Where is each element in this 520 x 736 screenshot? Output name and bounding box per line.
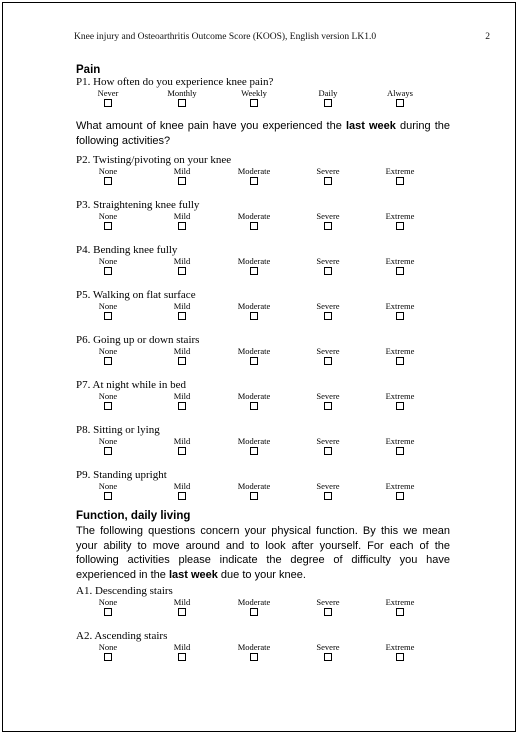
p8-option — [370, 436, 430, 457]
answer-checkbox[interactable] — [396, 177, 404, 185]
a2-option — [224, 642, 284, 663]
pain-instructions-text: What amount of knee pain have you experienced the — [76, 120, 346, 132]
p3-option — [78, 211, 138, 232]
p5-option — [78, 301, 138, 322]
p6-question: P6. Going up or down stairs — [76, 334, 200, 346]
answer-checkbox[interactable] — [178, 312, 186, 320]
p9-question: P9. Standing upright — [76, 469, 167, 481]
a2-option — [370, 642, 430, 663]
answer-checkbox[interactable] — [396, 492, 404, 500]
p7-option — [78, 391, 138, 412]
p6-option — [298, 346, 358, 367]
option-label: Extreme — [385, 642, 415, 652]
answer-checkbox[interactable] — [250, 492, 258, 500]
p4-option — [152, 256, 212, 277]
function-instructions-text: The following questions concern your physical function. By this we mean your ability to move around and to look after yourself. For each of the following activities please indicate the degree of difficulty you have experienced in the — [76, 525, 450, 581]
p4-option — [370, 256, 430, 277]
p4-option — [298, 256, 358, 277]
form-page — [2, 2, 516, 732]
answer-checkbox[interactable] — [324, 312, 332, 320]
option-label: Extreme — [385, 597, 415, 607]
p3-option — [152, 211, 212, 232]
p4-option — [224, 256, 284, 277]
option-label: Extreme — [385, 211, 415, 221]
p7-option — [152, 391, 212, 412]
answer-checkbox[interactable] — [250, 312, 258, 320]
section-heading-function: Function, daily living — [76, 510, 191, 522]
answer-checkbox[interactable] — [104, 222, 112, 230]
option-label: Mild — [173, 481, 191, 491]
p3-question: P3. Straightening knee fully — [76, 199, 200, 211]
option-label: Mild — [173, 642, 191, 652]
p1-option — [152, 88, 212, 109]
p4-question: P4. Bending knee fully — [76, 244, 178, 256]
option-label: Severe — [316, 211, 340, 221]
pain-instructions-emphasis: last week — [345, 120, 396, 132]
answer-checkbox[interactable] — [396, 357, 404, 365]
answer-checkbox[interactable] — [178, 222, 186, 230]
p8-question: P8. Sitting or lying — [76, 424, 160, 436]
answer-checkbox[interactable] — [324, 99, 332, 107]
p7-option — [224, 391, 284, 412]
p6-option — [152, 346, 212, 367]
answer-checkbox[interactable] — [396, 222, 404, 230]
p9-option — [298, 481, 358, 502]
option-label: Extreme — [385, 391, 415, 401]
p9-option — [152, 481, 212, 502]
option-label: Moderate — [237, 166, 271, 176]
answer-checkbox[interactable] — [250, 402, 258, 410]
p1-question: P1. How often do you experience knee pain? — [76, 76, 274, 88]
answer-checkbox[interactable] — [104, 99, 112, 107]
p5-option — [224, 301, 284, 322]
answer-checkbox[interactable] — [104, 653, 112, 661]
p2-option — [78, 166, 138, 187]
answer-checkbox[interactable] — [396, 653, 404, 661]
answer-checkbox[interactable] — [250, 653, 258, 661]
answer-checkbox[interactable] — [178, 99, 186, 107]
option-label: None — [98, 301, 118, 311]
p9-option — [224, 481, 284, 502]
answer-checkbox[interactable] — [104, 177, 112, 185]
p6-option — [224, 346, 284, 367]
option-label: Daily — [318, 88, 338, 98]
p4-option — [78, 256, 138, 277]
option-label: Severe — [316, 391, 340, 401]
option-label: Severe — [316, 166, 340, 176]
answer-checkbox[interactable] — [324, 447, 332, 455]
p9-option — [370, 481, 430, 502]
option-label: None — [98, 642, 118, 652]
answer-checkbox[interactable] — [250, 99, 258, 107]
p5-option — [298, 301, 358, 322]
option-label: Never — [97, 88, 119, 98]
header-title: Knee injury and Osteoarthritis Outcome Score (KOOS), English version LK1.0 — [74, 32, 377, 42]
p2-option — [224, 166, 284, 187]
option-label: Moderate — [237, 391, 271, 401]
p2-option — [298, 166, 358, 187]
option-label: Moderate — [237, 436, 271, 446]
answer-checkbox[interactable] — [324, 492, 332, 500]
answer-checkbox[interactable] — [178, 357, 186, 365]
answer-checkbox[interactable] — [250, 222, 258, 230]
p7-question: P7. At night while in bed — [76, 379, 186, 391]
option-label: Severe — [316, 481, 340, 491]
p3-option — [370, 211, 430, 232]
a2-option — [78, 642, 138, 663]
option-label: Mild — [173, 391, 191, 401]
p8-option — [224, 436, 284, 457]
option-label: Severe — [316, 346, 340, 356]
p7-option — [298, 391, 358, 412]
option-label: Extreme — [385, 166, 415, 176]
answer-checkbox[interactable] — [178, 492, 186, 500]
option-label: None — [98, 166, 118, 176]
p1-option — [370, 88, 430, 109]
a1-question: A1. Descending stairs — [76, 585, 173, 597]
p1-option — [224, 88, 284, 109]
answer-checkbox[interactable] — [324, 267, 332, 275]
p1-option — [78, 88, 138, 109]
a2-option — [298, 642, 358, 663]
option-label: Mild — [173, 597, 191, 607]
page-number: 2 — [485, 32, 490, 42]
answer-checkbox[interactable] — [104, 608, 112, 616]
option-label: Severe — [316, 436, 340, 446]
option-label: Mild — [173, 301, 191, 311]
a1-option — [152, 597, 212, 618]
answer-checkbox[interactable] — [178, 402, 186, 410]
answer-checkbox[interactable] — [104, 312, 112, 320]
option-label: Always — [387, 88, 413, 98]
p2-option — [152, 166, 212, 187]
answer-checkbox[interactable] — [324, 177, 332, 185]
option-label: None — [98, 597, 118, 607]
answer-checkbox[interactable] — [104, 447, 112, 455]
page-header — [74, 32, 490, 42]
option-label: Moderate — [237, 642, 271, 652]
option-label: Severe — [316, 642, 340, 652]
p2-question: P2. Twisting/pivoting on your knee — [76, 154, 232, 166]
answer-checkbox[interactable] — [324, 402, 332, 410]
option-label: None — [98, 211, 118, 221]
answer-checkbox[interactable] — [250, 177, 258, 185]
p5-question: P5. Walking on flat surface — [76, 289, 196, 301]
option-label: Extreme — [385, 256, 415, 266]
option-label: Mild — [173, 166, 191, 176]
answer-checkbox[interactable] — [250, 447, 258, 455]
option-label: None — [98, 346, 118, 356]
a2-question: A2. Ascending stairs — [76, 630, 168, 642]
p3-option — [298, 211, 358, 232]
section-heading-pain: Pain — [76, 64, 101, 76]
answer-checkbox[interactable] — [250, 608, 258, 616]
option-label: Mild — [173, 256, 191, 266]
option-label: Mild — [173, 436, 191, 446]
p8-option — [152, 436, 212, 457]
function-instructions-text-end: due to your knee. — [217, 568, 306, 581]
option-label: Extreme — [385, 346, 415, 356]
answer-checkbox[interactable] — [324, 608, 332, 616]
option-label: Moderate — [237, 597, 271, 607]
pain-instructions — [76, 119, 450, 148]
answer-checkbox[interactable] — [396, 402, 404, 410]
option-label: Severe — [316, 597, 340, 607]
p1-option — [298, 88, 358, 109]
answer-checkbox[interactable] — [396, 267, 404, 275]
p6-option — [78, 346, 138, 367]
option-label: Extreme — [385, 481, 415, 491]
option-label: Extreme — [385, 436, 415, 446]
a1-option — [78, 597, 138, 618]
answer-checkbox[interactable] — [324, 653, 332, 661]
p6-option — [370, 346, 430, 367]
answer-checkbox[interactable] — [104, 492, 112, 500]
answer-checkbox[interactable] — [250, 267, 258, 275]
p7-option — [370, 391, 430, 412]
a1-option — [370, 597, 430, 618]
answer-checkbox[interactable] — [104, 357, 112, 365]
option-label: None — [98, 481, 118, 491]
answer-checkbox[interactable] — [324, 222, 332, 230]
p2-option — [370, 166, 430, 187]
pain-instructions-text-end: during the following activities? — [76, 120, 450, 147]
option-label: None — [98, 436, 118, 446]
p8-option — [298, 436, 358, 457]
a2-option — [152, 642, 212, 663]
function-instructions-emphasis: last week — [168, 568, 218, 581]
answer-checkbox[interactable] — [104, 267, 112, 275]
p5-option — [152, 301, 212, 322]
p9-option — [78, 481, 138, 502]
option-label: Monthly — [167, 88, 197, 98]
a1-option — [224, 597, 284, 618]
answer-checkbox[interactable] — [178, 447, 186, 455]
option-label: Moderate — [237, 211, 271, 221]
p8-option — [78, 436, 138, 457]
option-label: Moderate — [237, 256, 271, 266]
option-label: None — [98, 391, 118, 401]
answer-checkbox[interactable] — [104, 402, 112, 410]
answer-checkbox[interactable] — [178, 608, 186, 616]
answer-checkbox[interactable] — [396, 608, 404, 616]
option-label: None — [98, 256, 118, 266]
answer-checkbox[interactable] — [396, 447, 404, 455]
answer-checkbox[interactable] — [396, 99, 404, 107]
answer-checkbox[interactable] — [396, 312, 404, 320]
answer-checkbox[interactable] — [324, 357, 332, 365]
option-label: Extreme — [385, 301, 415, 311]
option-label: Weekly — [241, 88, 267, 98]
answer-checkbox[interactable] — [178, 267, 186, 275]
p3-option — [224, 211, 284, 232]
p5-option — [370, 301, 430, 322]
option-label: Moderate — [237, 301, 271, 311]
option-label: Severe — [316, 301, 340, 311]
answer-checkbox[interactable] — [250, 357, 258, 365]
option-label: Moderate — [237, 346, 271, 356]
function-instructions — [76, 524, 450, 582]
answer-checkbox[interactable] — [178, 653, 186, 661]
option-label: Moderate — [237, 481, 271, 491]
a1-option — [298, 597, 358, 618]
option-label: Mild — [173, 211, 191, 221]
option-label: Mild — [173, 346, 191, 356]
option-label: Severe — [316, 256, 340, 266]
answer-checkbox[interactable] — [178, 177, 186, 185]
